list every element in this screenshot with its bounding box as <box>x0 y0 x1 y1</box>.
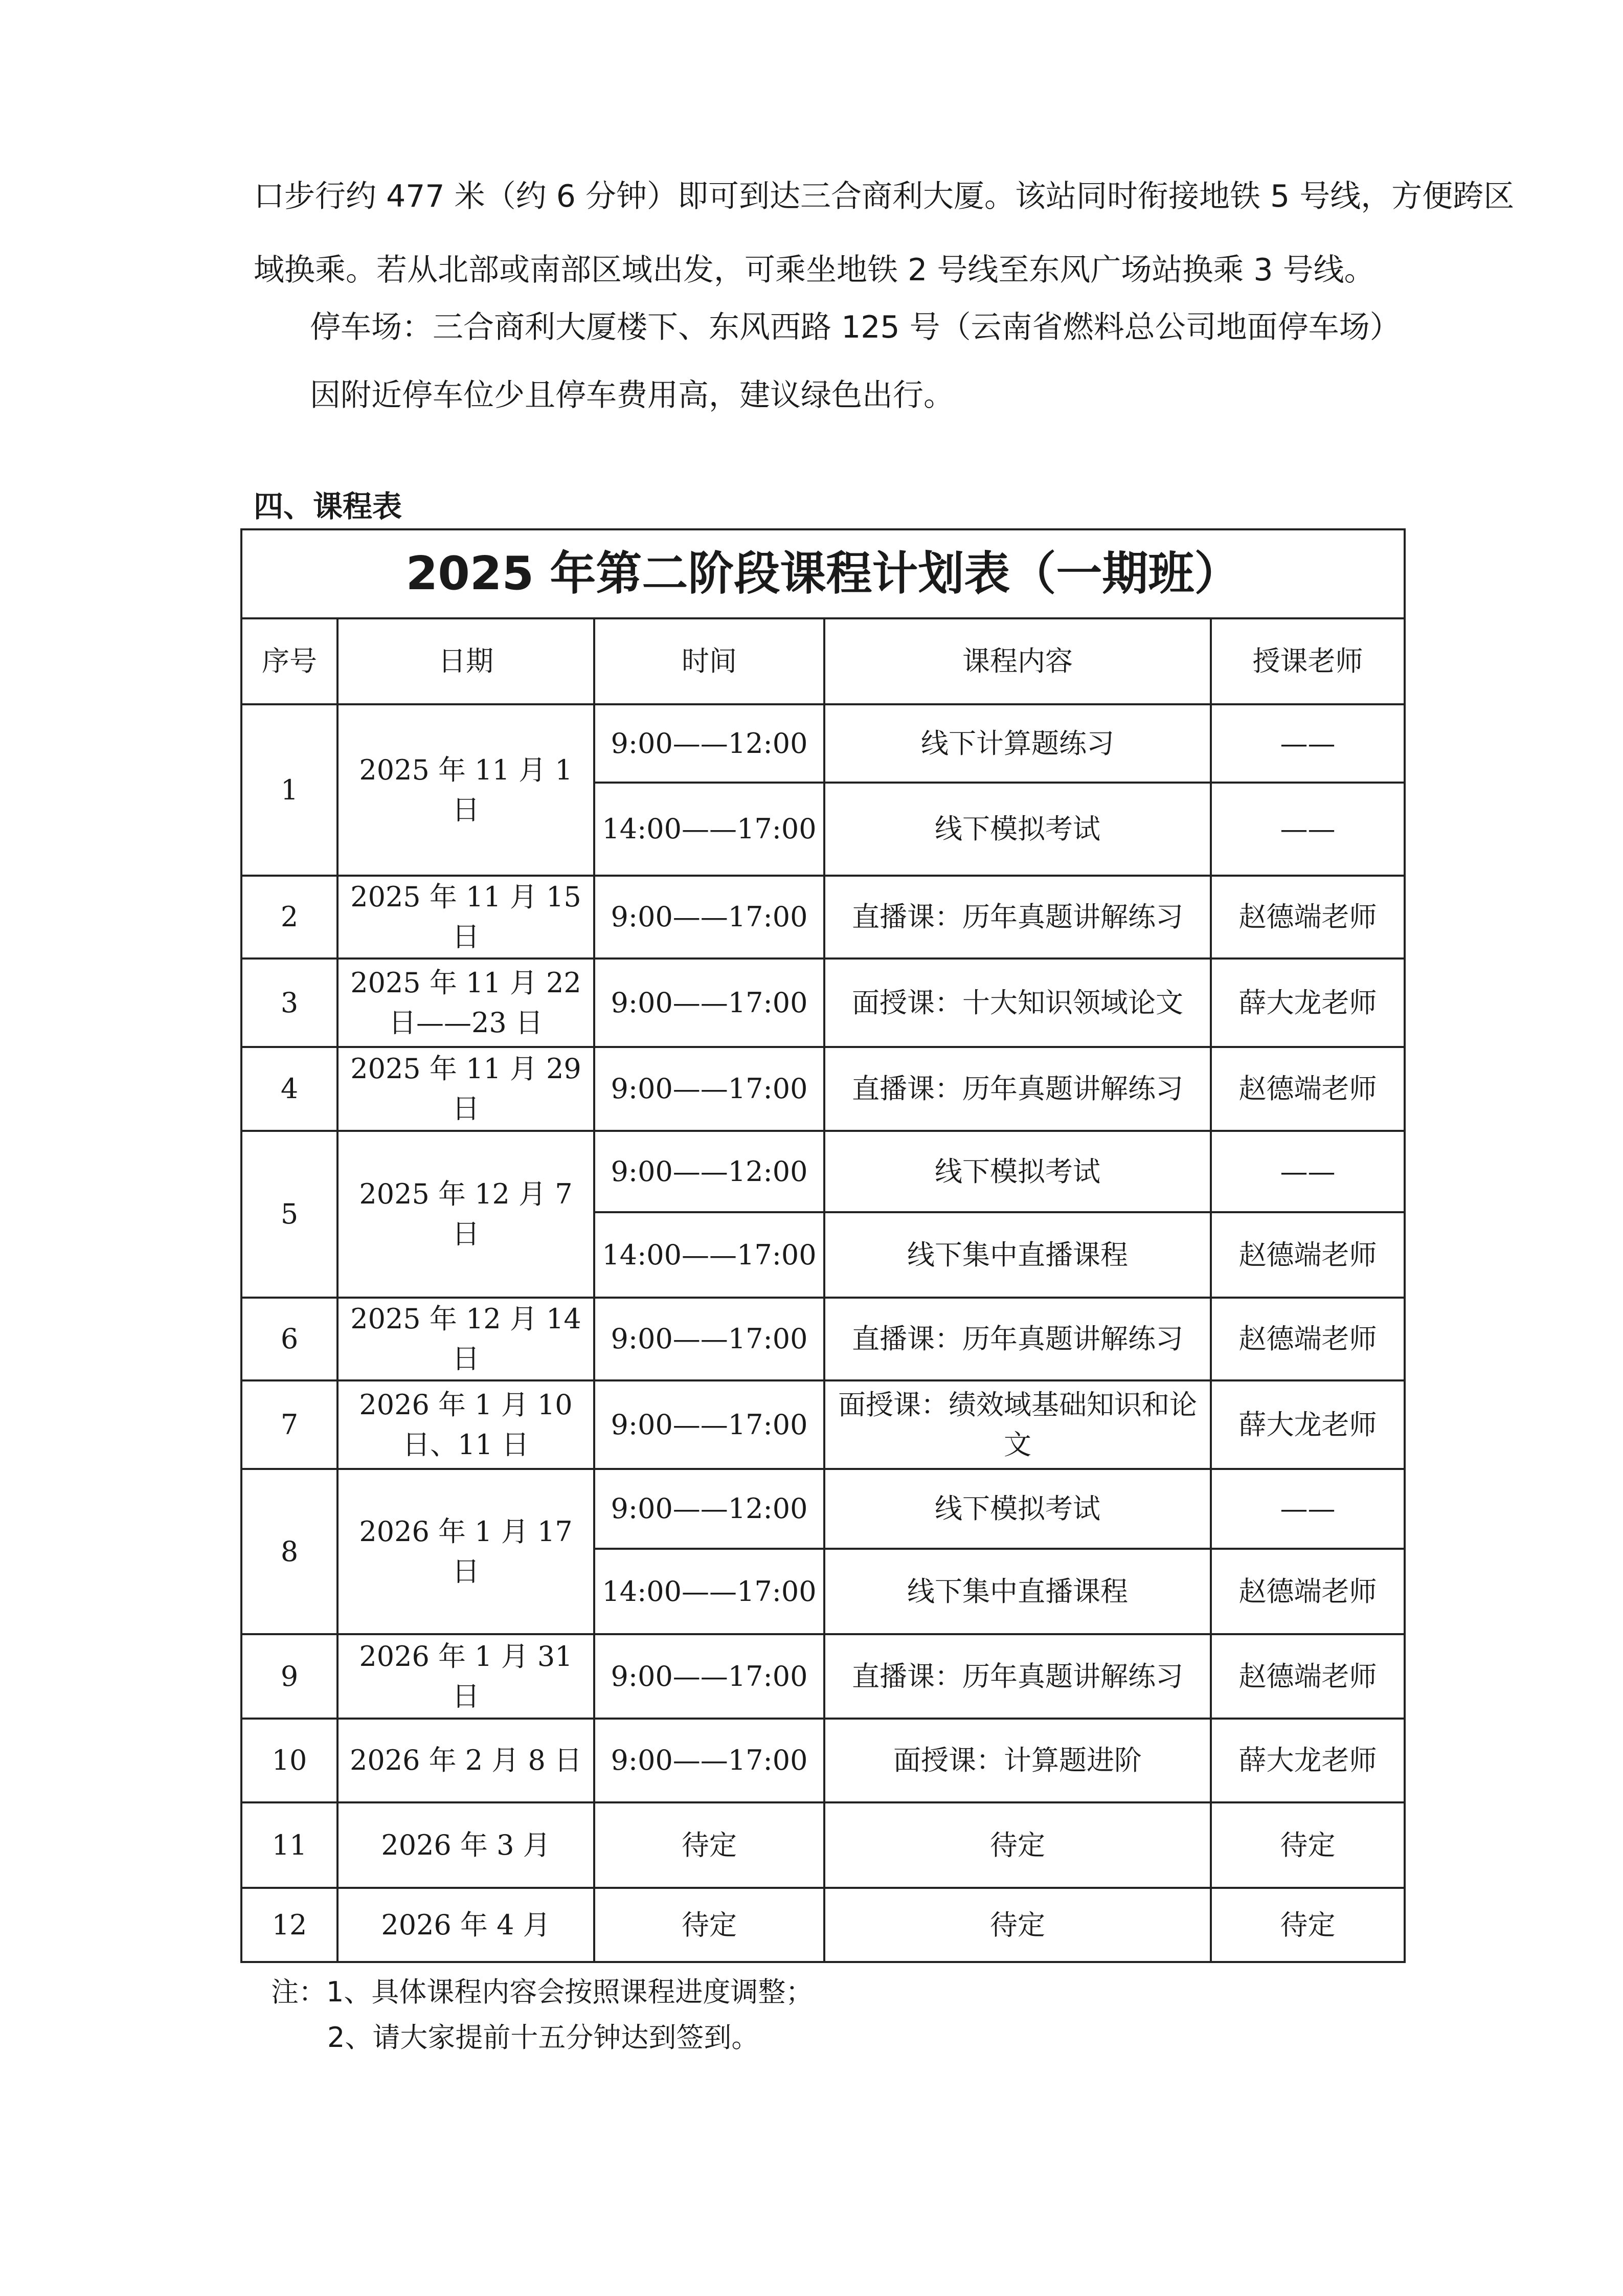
course-schedule-table <box>240 528 1406 1963</box>
session-time: 9:00——17:00 <box>594 1719 824 1802</box>
table-row <box>241 704 1405 783</box>
row-date: 2026 年 1 月 10 日、11 日 <box>337 1380 594 1469</box>
session-time: 待定 <box>594 1802 824 1888</box>
session-teacher: 薛大龙老师 <box>1211 1719 1405 1802</box>
session-teacher: 薛大龙老师 <box>1211 958 1405 1047</box>
table-row <box>241 1131 1405 1212</box>
note-line: 2、请大家提前十五分钟达到签到。 <box>327 2021 759 2054</box>
table-row <box>241 876 1405 958</box>
row-number: 6 <box>241 1298 337 1380</box>
session-teacher: 赵德端老师 <box>1211 1549 1405 1634</box>
session-content: 线下模拟考试 <box>824 783 1211 876</box>
session-content: 线下集中直播课程 <box>824 1549 1211 1634</box>
session-time: 14:00——17:00 <box>594 1549 824 1634</box>
row-number: 4 <box>241 1047 337 1131</box>
session-content: 直播课：历年真题讲解练习 <box>824 1047 1211 1131</box>
table-row <box>241 958 1405 1047</box>
session-teacher: —— <box>1211 1131 1405 1212</box>
row-date: 2025 年 11 月 22 日——23 日 <box>337 958 594 1047</box>
session-teacher: 赵德端老师 <box>1211 1047 1405 1131</box>
session-teacher: 待定 <box>1211 1888 1405 1962</box>
table-row <box>241 1047 1405 1131</box>
row-date: 2025 年 12 月 7 日 <box>337 1131 594 1298</box>
row-date: 2026 年 1 月 17 日 <box>337 1469 594 1634</box>
session-time: 待定 <box>594 1888 824 1962</box>
session-teacher: 赵德端老师 <box>1211 876 1405 958</box>
row-number: 2 <box>241 876 337 958</box>
session-time: 9:00——17:00 <box>594 958 824 1047</box>
session-content: 待定 <box>824 1888 1211 1962</box>
paragraph-line: 停车场：三合商利大厦楼下、东风西路 125 号（云南省燃料总公司地面停车场） <box>310 309 1401 345</box>
section-heading: 四、课程表 <box>254 489 402 524</box>
session-content: 线下模拟考试 <box>824 1469 1211 1549</box>
table-row <box>241 1719 1405 1802</box>
table-title: 2025 年第二阶段课程计划表（一期班） <box>241 529 1405 618</box>
row-number: 12 <box>241 1888 337 1962</box>
row-date: 2025 年 12 月 14 日 <box>337 1298 594 1380</box>
row-number: 3 <box>241 958 337 1047</box>
row-date: 2026 年 1 月 31 日 <box>337 1634 594 1719</box>
table-row <box>241 1888 1405 1962</box>
row-date: 2025 年 11 月 29 日 <box>337 1047 594 1131</box>
table-row <box>241 1802 1405 1888</box>
session-time: 14:00——17:00 <box>594 1212 824 1298</box>
session-content: 线下集中直播课程 <box>824 1212 1211 1298</box>
row-number: 5 <box>241 1131 337 1298</box>
session-time: 9:00——17:00 <box>594 1298 824 1380</box>
session-content: 面授课：计算题进阶 <box>824 1719 1211 1802</box>
row-date: 2025 年 11 月 15 日 <box>337 876 594 958</box>
session-time: 14:00——17:00 <box>594 783 824 876</box>
session-time: 9:00——17:00 <box>594 1047 824 1131</box>
paragraph-line: 因附近停车位少且停车费用高，建议绿色出行。 <box>310 377 954 413</box>
table-row <box>241 1380 1405 1469</box>
row-date: 2026 年 3 月 <box>337 1802 594 1888</box>
session-content: 待定 <box>824 1802 1211 1888</box>
session-content: 面授课：十大知识领域论文 <box>824 958 1211 1047</box>
row-number: 1 <box>241 704 337 876</box>
session-content: 直播课：历年真题讲解练习 <box>824 876 1211 958</box>
column-header-content: 课程内容 <box>824 618 1211 704</box>
session-teacher: —— <box>1211 783 1405 876</box>
session-time: 9:00——17:00 <box>594 876 824 958</box>
column-header-teacher: 授课老师 <box>1211 618 1405 704</box>
session-teacher: 薛大龙老师 <box>1211 1380 1405 1469</box>
paragraph-line: 域换乘。若从北部或南部区域出发，可乘坐地铁 2 号线至东风广场站换乘 3 号线。 <box>254 252 1375 288</box>
session-time: 9:00——17:00 <box>594 1634 824 1719</box>
row-number: 9 <box>241 1634 337 1719</box>
column-header-no: 序号 <box>241 618 337 704</box>
table-row <box>241 1298 1405 1380</box>
column-header-time: 时间 <box>594 618 824 704</box>
row-date: 2026 年 2 月 8 日 <box>337 1719 594 1802</box>
note-line: 注：1、具体课程内容会按照课程进度调整； <box>271 1976 814 2008</box>
session-time: 9:00——12:00 <box>594 1131 824 1212</box>
session-teacher: 赵德端老师 <box>1211 1634 1405 1719</box>
session-content: 直播课：历年真题讲解练习 <box>824 1298 1211 1380</box>
session-teacher: —— <box>1211 704 1405 783</box>
session-content: 直播课：历年真题讲解练习 <box>824 1634 1211 1719</box>
column-header-date: 日期 <box>337 618 594 704</box>
session-teacher: —— <box>1211 1469 1405 1549</box>
session-teacher: 赵德端老师 <box>1211 1212 1405 1298</box>
row-number: 10 <box>241 1719 337 1802</box>
table-row <box>241 1469 1405 1549</box>
row-date: 2025 年 11 月 1 日 <box>337 704 594 876</box>
session-time: 9:00——12:00 <box>594 1469 824 1549</box>
paragraph-line: 口步行约 477 米（约 6 分钟）即可到达三合商利大厦。该站同时衔接地铁 5 号线，方便跨区 <box>254 179 1515 214</box>
session-time: 9:00——17:00 <box>594 1380 824 1469</box>
session-content: 面授课：绩效域基础知识和论文 <box>824 1380 1211 1469</box>
session-teacher: 待定 <box>1211 1802 1405 1888</box>
session-content: 线下模拟考试 <box>824 1131 1211 1212</box>
session-teacher: 赵德端老师 <box>1211 1298 1405 1380</box>
row-number: 7 <box>241 1380 337 1469</box>
table-row <box>241 1634 1405 1719</box>
row-number: 11 <box>241 1802 337 1888</box>
session-content: 线下计算题练习 <box>824 704 1211 783</box>
row-number: 8 <box>241 1469 337 1634</box>
row-date: 2026 年 4 月 <box>337 1888 594 1962</box>
session-time: 9:00——12:00 <box>594 704 824 783</box>
